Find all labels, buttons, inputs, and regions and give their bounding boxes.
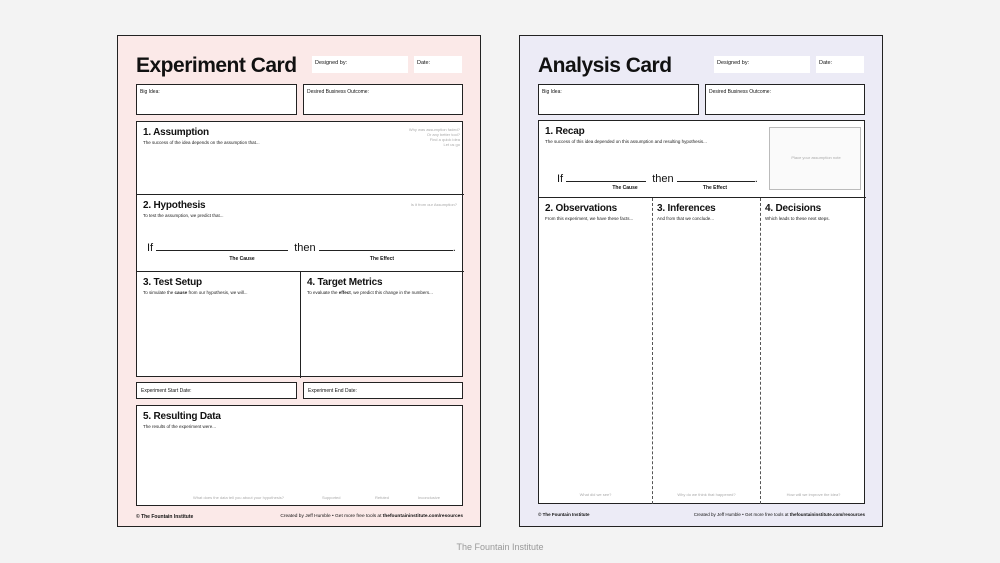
assumption-hint-2: Or any better tool? [426,132,460,137]
effect-blank[interactable] [677,172,755,182]
analysis-card [519,35,883,527]
resulting-data-heading: 5. Resulting Data [143,411,221,422]
experiment-card-title: Experiment Card [136,54,297,77]
resulting-data-box[interactable] [136,405,463,506]
hypothesis-sentence [147,241,456,254]
resulting-data-subtext: The results of the experiment were... [143,424,217,429]
big-idea-label: Big Idea: [542,89,562,95]
recap-sentence [557,172,758,185]
recap-subtext: The success of this idea depended on this assumption and resulting hypothesis... [545,139,707,144]
recap-heading: 1. Recap [545,126,585,137]
divider [137,194,464,195]
analysis-card-title: Analysis Card [538,54,672,77]
sections-block [136,121,463,377]
assumption-hints [375,127,460,147]
column-divider [760,198,761,504]
designed-by-label: Designed by: [315,60,348,66]
assumption-subtext: The success of the idea depends on the assumption that... [143,140,260,145]
inferences-hint: Why do we think that happened? [677,492,736,497]
end-dot: . [452,242,456,254]
assumption-note-hint: Place your assumption note [791,155,841,160]
cause-blank[interactable] [566,172,646,182]
footer-credit: Created by Jeff Humble • Get more free tools at thefountaininstitute.com/resources [693,512,865,517]
effect-blank[interactable] [319,241,453,251]
effect-caption: The Effect [369,256,395,262]
hypothesis-subtext: To test the assumption, we predict that... [143,213,224,218]
assumption-hint-4: Let us go [443,142,460,147]
hypothesis-heading: 2. Hypothesis [143,200,206,211]
end-date-label: Experiment End Date: [308,388,357,394]
refuted-hint: Refuted [375,495,390,500]
date-label: Date: [819,60,833,66]
assumption-hint-3: Find a quick idea [429,137,460,142]
divider [300,271,301,378]
column-divider [652,198,653,504]
assumption-hint-1: Why was assumption faded? [408,127,460,132]
decisions-heading: 4. Decisions [765,203,821,214]
desired-outcome-label: Desired Business Outcome: [709,89,771,95]
end-date-field[interactable] [303,382,463,399]
then-word: then [652,173,674,185]
start-date-field[interactable] [136,382,297,399]
footer-copyright: © The Fountain Institute [538,512,590,517]
footer-credit: Created by Jeff Humble • Get more free tools at thefountaininstitute.com/resources [280,514,463,519]
desired-outcome-box[interactable] [705,84,865,115]
big-idea-box[interactable] [538,84,699,115]
date-field[interactable] [414,56,462,73]
cause-caption: The Cause [612,185,638,191]
big-idea-box[interactable] [136,84,297,115]
inconclusive-hint: Inconclusive [418,495,441,500]
assumption-heading: 1. Assumption [143,127,209,138]
cause-blank[interactable] [156,241,288,251]
decisions-subtext: Which leads to these next steps. [765,216,830,221]
footer-link[interactable]: thefountaininstitute.com/resources [789,512,865,517]
footer-copyright: © The Fountain Institute [136,514,194,520]
resulting-data-hint: What does the data tell you about your hypothesis? [193,495,284,500]
date-field[interactable] [816,56,864,73]
supported-hint: Supported [322,495,341,500]
assumption-note-slot[interactable] [769,127,861,190]
start-date-label: Experiment Start Date: [141,388,192,394]
desired-outcome-label: Desired Business Outcome: [307,89,369,95]
hypothesis-hint: Is it from our Assumption? [410,202,457,207]
target-metrics-subtext: To evaluate the effect, we predict this change in the numbers... [307,290,433,295]
analysis-block [538,120,865,504]
big-idea-label: Big Idea: [140,89,160,95]
then-word: then [294,242,316,254]
inferences-subtext: And from that we conclude... [657,216,715,221]
end-dot: . [754,173,758,185]
experiment-card [117,35,481,527]
date-label: Date: [417,60,431,66]
effect-caption: The Effect [702,185,728,191]
designed-by-field[interactable] [312,56,408,73]
if-word: If [557,173,564,185]
desired-outcome-box[interactable] [303,84,463,115]
observations-heading: 2. Observations [545,203,618,214]
test-setup-subtext: To simulate the cause from our hypothesis, we will... [143,290,248,295]
page-caption: The Fountain Institute [456,542,544,552]
cause-caption: The Cause [229,256,255,262]
designed-by-field[interactable] [714,56,810,73]
observations-hint: What did we see? [579,492,612,497]
if-word: If [147,242,154,254]
target-metrics-heading: 4. Target Metrics [307,277,383,288]
decisions-hint: How will we improve the idea? [786,492,841,497]
test-setup-heading: 3. Test Setup [143,277,202,288]
footer-link[interactable]: thefountaininstitute.com/resources [382,514,463,519]
observations-subtext: From this experiment, we have these facts... [545,216,634,221]
divider [539,197,866,198]
inferences-heading: 3. Inferences [657,203,716,214]
designed-by-label: Designed by: [717,60,750,66]
